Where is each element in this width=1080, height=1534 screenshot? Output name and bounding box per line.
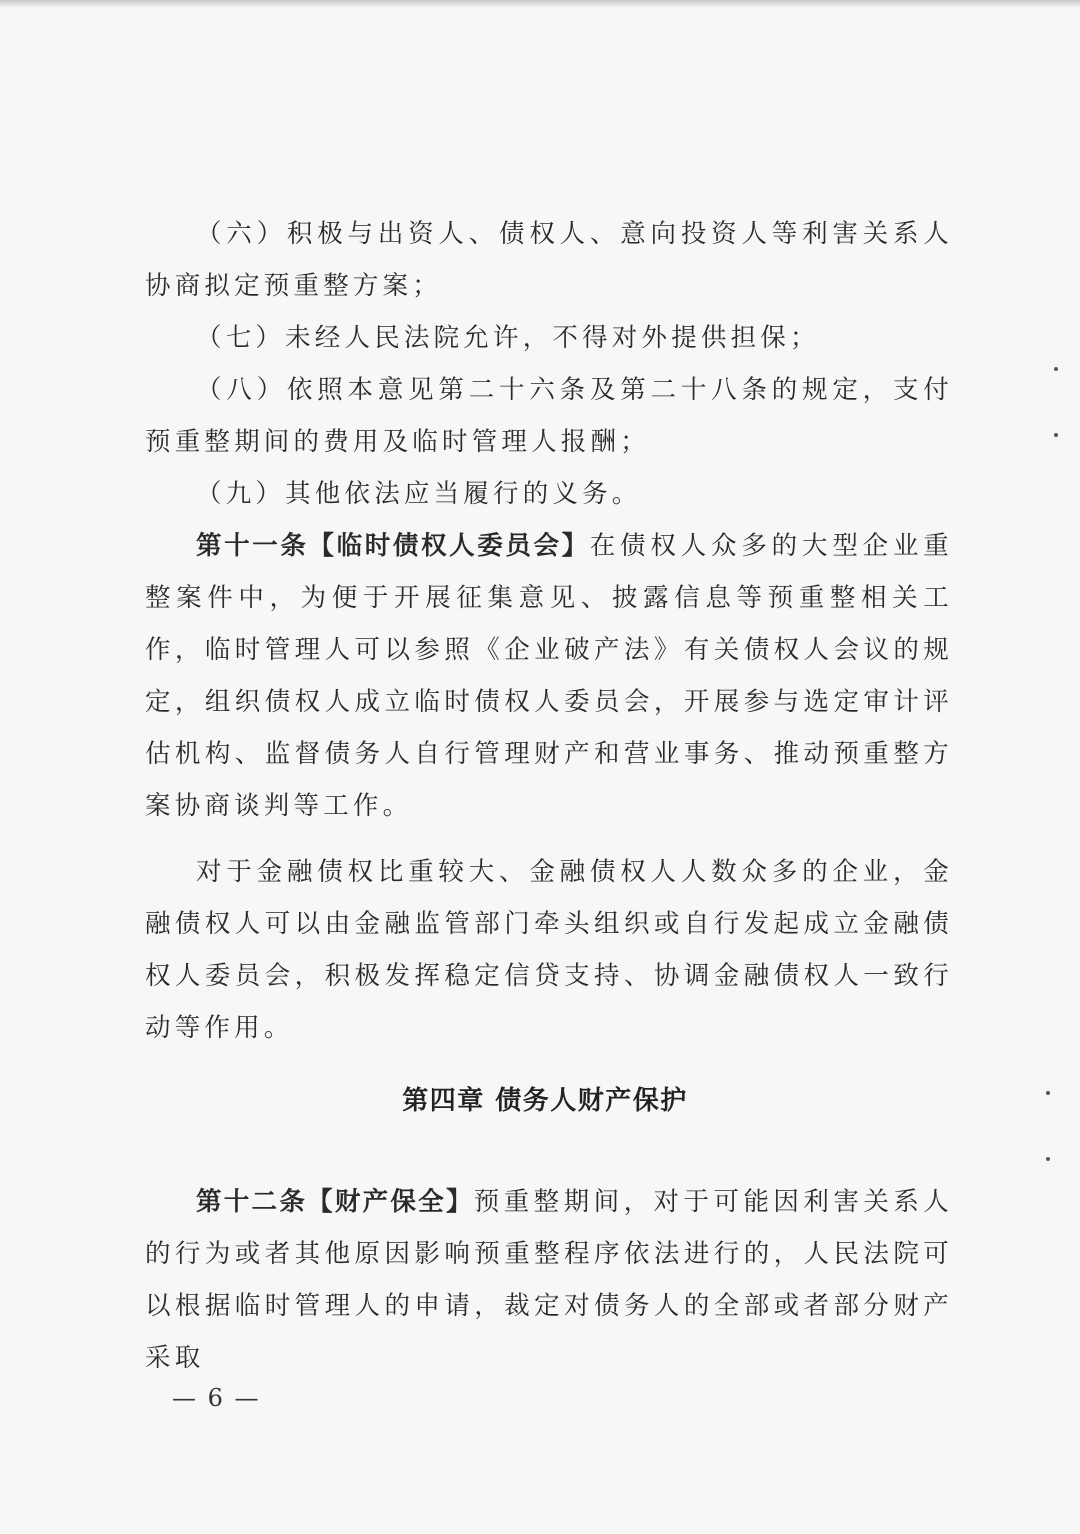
article-11-text: 在债权人众多的大型企业重整案件中，为便于开展征集意见、披露信息等预重整相关工作，临时管理人可以参照《企业破产法》有关债权人会议的规定，组织债权人成立临时债权人委员会，开展参与选定审计评估机构、监督债务人自行管理财产和营业事务、推动预重整方案协商谈判等工作。: [145, 531, 953, 821]
list-item-7: （七）未经人民法院允许，不得对外提供担保；: [196, 323, 820, 353]
chapter-title: 第四章 债务人财产保护: [402, 1086, 688, 1116]
list-item-8: （八）依照本意见第二十六条及第二十八条的规定，支付预重整期间的费用及临时管理人报酬；: [145, 375, 953, 457]
article-11: [145, 520, 953, 832]
article-12-text: 预重整期间，对于可能因利害关系人的行为或者其他原因影响预重整程序依法进行的，人民法院可以根据临时管理人的申请，裁定对债务人的全部或者部分财产采取: [145, 1187, 953, 1373]
scan-edge: [0, 0, 1080, 8]
list-item-6: （六）积极与出资人、债权人、意向投资人等利害关系人协商拟定预重整方案；: [145, 219, 953, 301]
scan-speck: [1054, 433, 1058, 437]
scan-speck: [1054, 367, 1058, 371]
scan-speck: [1046, 1157, 1050, 1161]
article-12-heading: 第十二条【财产保全】: [196, 1187, 474, 1217]
article-12-block: [145, 1176, 953, 1384]
article-12: [145, 1176, 953, 1384]
main-body: [145, 208, 953, 1054]
article-11-heading: 第十一条【临时债权人委员会】: [196, 531, 590, 561]
page-number: — 6 —: [172, 1384, 261, 1412]
article-11-paragraph-2: 对于金融债权比重较大、金融债权人人数众多的企业，金融债权人可以由金融监管部门牵头组织或自行发起成立金融债权人委员会，积极发挥稳定信贷支持、协调金融债权人一致行动等作用。: [145, 857, 953, 1043]
list-item-9: （九）其他依法应当履行的义务。: [196, 479, 642, 509]
scan-speck: [1046, 1091, 1050, 1095]
